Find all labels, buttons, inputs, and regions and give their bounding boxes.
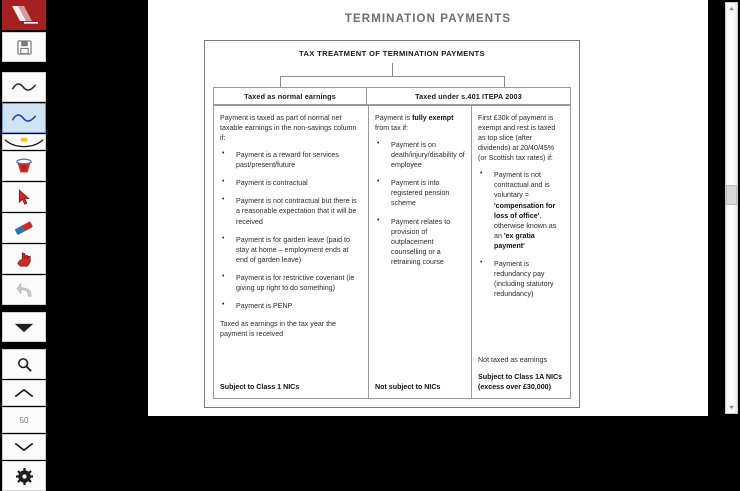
left-toolbar (0, 0, 48, 425)
select-tool[interactable] (2, 182, 46, 212)
column1-intro: Payment is taxed as part of normal net taxable earnings in the non-savings column if: (220, 114, 357, 143)
list-item (478, 170, 564, 251)
column1-nic-statement: Subject to Class 1 NICs (220, 382, 300, 391)
page-number-label: 50 (19, 415, 29, 425)
column3-b1-emphasis2: 'ex gratia payment' (494, 231, 535, 250)
chart-columns (213, 105, 571, 399)
column3-b1-part1: Payment is not contractual and is voluntary = (494, 171, 550, 200)
chart-header-row (213, 87, 571, 105)
column3-b1-emphasis1: 'compensation for loss of office' (494, 201, 556, 220)
pen-squiggle-icon (11, 112, 37, 124)
column3-b1-part3: , otherwise known as an (494, 211, 557, 240)
connector-vertical (392, 63, 393, 76)
column1-spacer (220, 346, 362, 382)
undo-button[interactable] (2, 275, 46, 305)
list-item: • Payment is on death/injury/disability of employee (375, 140, 465, 170)
column1-footnote: Taxed as earnings in the tax year the payment is received (220, 319, 336, 338)
triangle-down-icon (13, 322, 35, 333)
column3-footnote: Not taxed as earnings (478, 355, 548, 364)
list-item: • Payment is a reward for services past/present/future (220, 150, 362, 170)
column2-intro-part-1: Payment is (375, 114, 413, 122)
column3-intro: First £30k of payment is exempt and rest is taxed as top slice (after dividends) at 20/40/45% (or Scottish tax rates) if: (478, 114, 556, 163)
list-item: • Payment is for garden leave (paid to stay at home – employment ends at end of garden leave) (220, 235, 362, 265)
pen-tool[interactable] (2, 72, 46, 102)
chevron-down-icon (728, 405, 735, 410)
column2-spacer (375, 275, 465, 382)
column3-bullets (478, 170, 564, 307)
cursor-arrow-icon (17, 189, 31, 206)
zoom-button[interactable] (2, 349, 46, 379)
column-normal-earnings (214, 106, 368, 398)
page-number-field[interactable] (2, 407, 46, 433)
connector-right-drop (504, 76, 505, 87)
settings-button[interactable] (2, 461, 46, 491)
header-taxed-under-s401: Taxed under s.401 ITEPA 2003 (367, 87, 571, 105)
column2-intro-part-3: from tax if: (375, 124, 409, 133)
list-item: • Payment is redundancy pay (including statutory redundancy) (478, 259, 564, 299)
connector-left-drop (280, 76, 281, 87)
pen-squiggle-icon (11, 81, 37, 93)
more-options-button[interactable] (2, 312, 46, 342)
column2-nic-statement: Not subject to NICs (375, 382, 441, 391)
column-fully-exempt (368, 106, 471, 398)
undo-arrow-icon (16, 283, 33, 298)
floppy-disk-icon (17, 40, 32, 55)
column2-intro-emphasis: fully exempt (412, 114, 454, 122)
document-page (148, 0, 708, 416)
list-item: • Payment is for restrictive covenant (ie giving up right to do something) (220, 273, 362, 293)
page-title: TERMINATION PAYMENTS (344, 13, 512, 25)
hand-pointer-icon (15, 251, 33, 267)
eraser-icon (13, 221, 35, 235)
save-button[interactable] (2, 32, 46, 62)
magnifier-icon (17, 357, 32, 372)
column-s401 (471, 106, 570, 398)
column2-intro (375, 113, 465, 133)
column2-bullets (375, 140, 465, 275)
pointer-tool[interactable] (2, 244, 46, 274)
chevron-up-icon (728, 6, 735, 11)
chevron-down-icon (14, 442, 34, 452)
connector-horizontal (280, 76, 504, 77)
list-item: • Payment is PENP (220, 301, 362, 311)
highlighter-icon (14, 158, 34, 175)
chart-root-title: TAX TREATMENT OF TERMINATION PAYMENTS (299, 49, 485, 58)
eraser-tool[interactable] (2, 213, 46, 243)
previous-page-button[interactable] (2, 380, 46, 406)
list-item: • Payment is into registered pension scheme (375, 178, 465, 208)
scroll-up-button[interactable] (726, 3, 737, 14)
header-taxed-as-normal-earnings: Taxed as normal earnings (213, 87, 367, 105)
column3-spacer (478, 307, 564, 355)
vertical-scrollbar[interactable] (725, 2, 738, 414)
scroll-down-button[interactable] (726, 402, 737, 413)
highlighter-tool[interactable] (2, 151, 46, 181)
scrollbar-thumb[interactable] (726, 185, 737, 205)
chart-frame (204, 40, 580, 408)
column3-nic-statement: Subject to Class 1A NICs (excess over £30,000) (478, 372, 563, 391)
list-item: • Payment relates to provision of outplacement counselling or a retraining course (375, 217, 465, 267)
list-item: • Payment is not contractual but there is a reasonable expectation that it will be received (220, 196, 362, 226)
next-page-button[interactable] (2, 434, 46, 460)
gear-icon (16, 468, 33, 485)
app-logo[interactable] (2, 0, 46, 30)
color-swatch[interactable] (2, 134, 46, 150)
pen-tool-selected[interactable] (2, 103, 46, 133)
curve-swatch-icon (4, 136, 44, 149)
list-item: • Payment is contractual (220, 178, 362, 188)
chevron-up-icon (14, 388, 34, 398)
column1-bullets (220, 150, 362, 319)
